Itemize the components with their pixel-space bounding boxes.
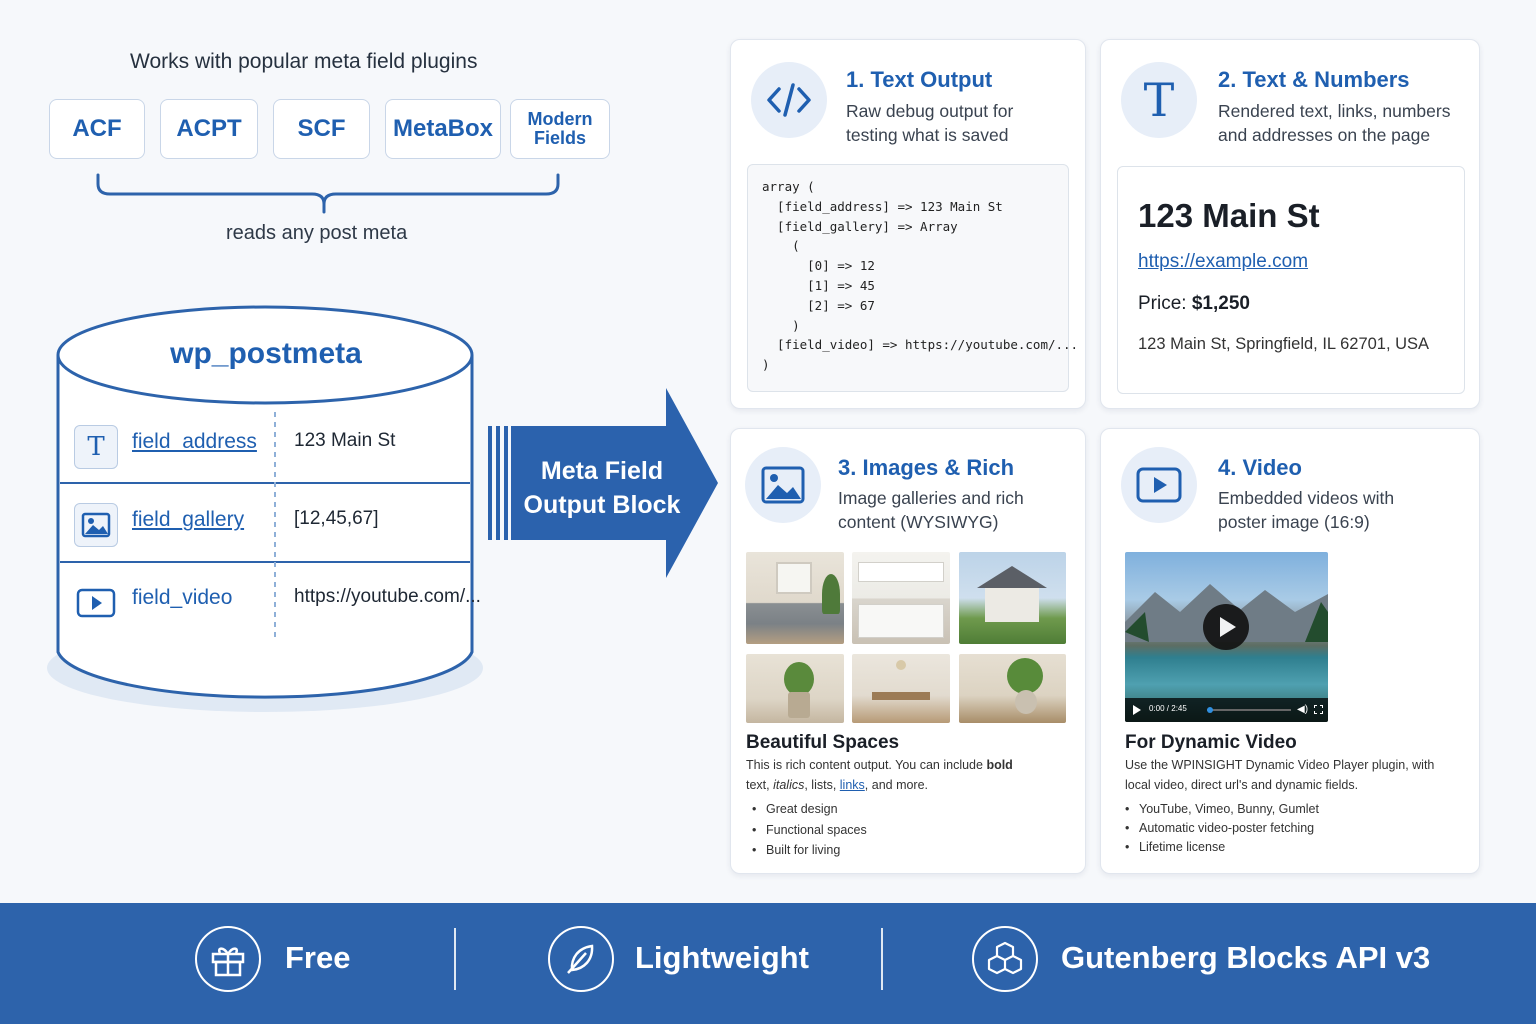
plugin-chip-scf: SCF [273, 99, 370, 159]
card-text-numbers [1100, 39, 1480, 409]
plugins-title: Works with popular meta field plugins [130, 50, 478, 73]
database-name: wp_postmeta [170, 337, 362, 370]
list-item: • Great design [766, 802, 838, 816]
gallery-image [959, 552, 1066, 644]
feature-gutenberg: Gutenberg Blocks API v3 [1061, 940, 1431, 975]
plugin-chip-modern-fields: Modern Fields [510, 99, 610, 159]
gallery-image [746, 552, 844, 644]
card-video [1100, 428, 1480, 874]
rich-paragraph: This is rich content output. You can include bold text, italics, lists, links, and more. [746, 758, 1013, 792]
fullscreen-icon[interactable] [1314, 705, 1323, 714]
db-row-gallery [62, 485, 470, 563]
list-item: • Lifetime license [1139, 840, 1225, 854]
card-title: 3. Images & Rich [838, 455, 1015, 480]
feature-free: Free [285, 940, 351, 975]
video-paragraph: Use the WPINSIGHT Dynamic Video Player plugin, with local video, direct url's and dynamic fields. [1125, 758, 1435, 792]
card-description: Rendered text, links, numbers and addresses on the page [1218, 101, 1451, 145]
gift-icon [195, 926, 261, 992]
field-value: 123 Main St [294, 430, 396, 451]
plugin-chip-acpt: ACPT [160, 99, 258, 159]
debug-output: array ( [field_address] => 123 Main St [field_gallery] => Array ( [0] => 12 [1] => 45 [2] => 67 ) [field_video] => https://youtube.com/... ) [747, 164, 1069, 392]
field-value: https://youtube.com/... [294, 586, 481, 607]
output-link[interactable]: https://example.com [1138, 251, 1309, 272]
output-full-address: 123 Main St, Springfield, IL 62701, USA [1138, 335, 1430, 353]
plugin-chip-metabox: MetaBox [385, 99, 501, 159]
card-images-rich [730, 428, 1086, 874]
field-name: field_video [132, 586, 233, 609]
text-icon: T [74, 425, 118, 469]
video-time: 0:00 / 2:45 [1149, 704, 1187, 713]
gallery-image [852, 654, 950, 723]
image-icon [74, 503, 118, 547]
field-name: field_gallery [132, 508, 245, 531]
db-row-address [62, 407, 470, 485]
field-value: [12,45,67] [294, 508, 379, 529]
output-address: 123 Main St [1138, 197, 1320, 234]
card-text-output [730, 39, 1086, 409]
card-description: Embedded videos with poster image (16:9) [1218, 488, 1395, 532]
video-heading: For Dynamic Video [1125, 732, 1297, 753]
feature-lightweight: Lightweight [635, 940, 809, 975]
brace-label: reads any post meta [226, 222, 408, 244]
gallery-image [746, 654, 844, 723]
list-item: • Functional spaces [766, 823, 867, 837]
rich-heading: Beautiful Spaces [746, 732, 900, 753]
brace-connector [90, 170, 570, 220]
video-icon [1121, 447, 1197, 523]
play-icon[interactable] [1133, 705, 1141, 715]
feature-banner [0, 903, 1536, 1024]
volume-icon[interactable]: ◀) [1297, 704, 1309, 715]
rich-link[interactable]: links [839, 778, 865, 792]
card-title: 2. Text & Numbers [1218, 67, 1410, 92]
image-icon [745, 447, 821, 523]
card-description: Image galleries and rich content (WYSIWYG) [838, 488, 1024, 532]
video-icon [74, 581, 118, 625]
play-button[interactable] [1203, 604, 1249, 650]
card-title: 4. Video [1218, 455, 1302, 480]
card-title: 1. Text Output [846, 67, 993, 92]
text-icon: T [1121, 62, 1197, 138]
rendered-output [1117, 166, 1465, 394]
gallery-image [852, 552, 950, 644]
divider [454, 928, 456, 990]
gallery-image [959, 654, 1066, 723]
output-price: Price: $1,250 [1138, 293, 1250, 314]
code-icon [751, 62, 827, 138]
video-controls [1125, 698, 1328, 722]
list-item: • Automatic video-poster fetching [1139, 821, 1314, 835]
card-description: Raw debug output for testing what is saved [846, 101, 1014, 145]
blocks-icon [972, 926, 1038, 992]
video-player[interactable] [1125, 552, 1328, 722]
output-block-label: Meta Field Output Block [523, 457, 681, 519]
plugin-chip-acf: ACF [49, 99, 145, 159]
list-item: • Built for living [766, 843, 840, 857]
list-item: • YouTube, Vimeo, Bunny, Gumlet [1139, 802, 1319, 816]
field-name: field_address [132, 430, 257, 453]
divider [881, 928, 883, 990]
db-row-video [62, 563, 481, 641]
progress-bar[interactable] [1207, 709, 1291, 711]
feather-icon [548, 926, 614, 992]
